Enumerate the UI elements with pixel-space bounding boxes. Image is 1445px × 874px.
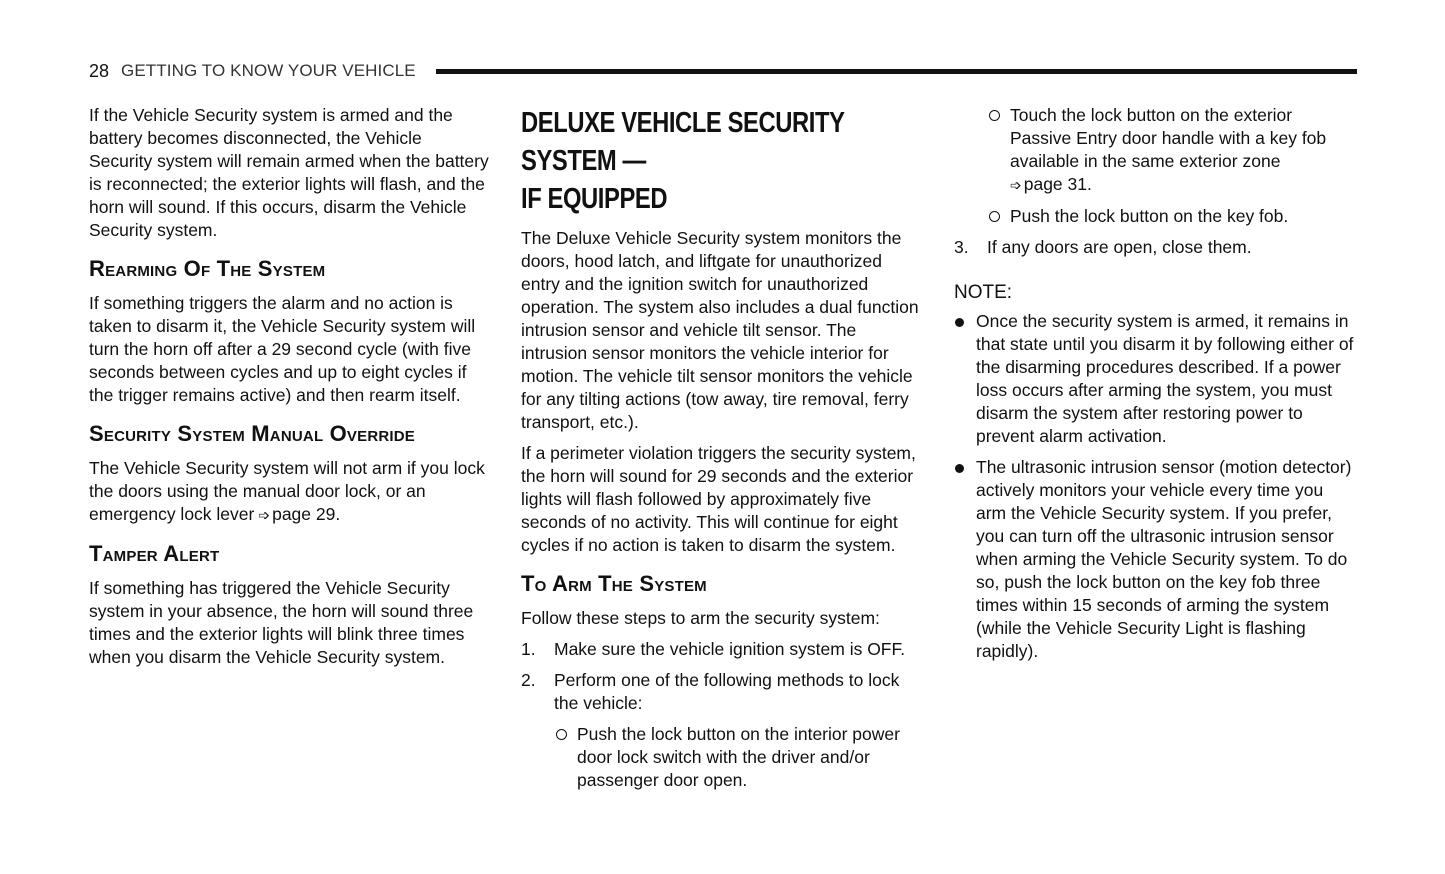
column-left (89, 104, 489, 677)
page-number: 28 (89, 60, 110, 81)
sub-item-body: Touch the lock button on the exterior Passive Entry door handle with a key fob available in the same exterior zone (1010, 105, 1327, 171)
step-number: 3. (954, 237, 969, 257)
column-right (954, 104, 1358, 671)
tamper-heading: Tamper Alert (89, 541, 220, 566)
page-header (89, 58, 1357, 84)
step-text: If any doors are open, close them. (987, 237, 1252, 257)
list-item (954, 456, 1358, 663)
list-item (954, 236, 1358, 259)
arm-heading: To Arm The System (521, 571, 707, 596)
header-rule (436, 69, 1357, 74)
step-text: Perform one of the following methods to lock the vehicle: (554, 670, 900, 713)
circle-bullet-icon (988, 205, 1010, 228)
circle-bullet-icon (555, 723, 577, 792)
tamper-paragraph: If something has triggered the Vehicle Security system in your absence, the horn will sound three times and the exterior lights will blink three times when you disarm the Vehicle Security system. (89, 578, 474, 667)
bullet-text: Once the security system is armed, it remains in that state until you disarm it by following either of the disarming procedures described. If a power loss occurs after arming the system, you must disarm the system after restoring power to prevent alarm activation. (976, 311, 1354, 446)
sub-list-item (988, 205, 1358, 228)
rearming-heading: Rearming Of The System (89, 256, 326, 281)
sub-item-text: Push the lock button on the interior power door lock switch with the driver and/or passenger door open. (577, 724, 900, 790)
bullet-icon (954, 456, 976, 663)
bullet-text: The ultrasonic intrusion sensor (motion detector) actively monitors your vehicle every time you arm the Vehicle Security system. If you prefer, you can turn off the ultrasonic intrusion sensor when arming the Vehicle Security system. To do so, push the lock button on the key fob three times within 15 seconds of arming the system (while the Vehicle Security Light is flashing rapidly). (976, 457, 1352, 661)
intro-paragraph: If the Vehicle Security system is armed and the battery becomes disconnected, the Vehicle Security system will remain armed when the battery is reconnected; the exterior lights will flash, and the horn will sound. If this occurs, disarm the Vehicle Security system. (89, 105, 489, 240)
section-title: GETTING TO KNOW YOUR VEHICLE (121, 61, 416, 80)
page-ref-arrow-icon: ➩ (1010, 177, 1022, 193)
deluxe-title-line2: IF EQUIPPED (521, 183, 668, 215)
bullet-icon (954, 310, 976, 448)
column-middle (521, 104, 925, 800)
note-label: NOTE: (954, 282, 1013, 303)
override-page-link[interactable]: page 29. (272, 504, 341, 524)
rearming-paragraph: If something triggers the alarm and no action is taken to disarm it, the Vehicle Security system will turn the horn off after a 29 second cycle (with five seconds between cycles and up to eight cycles if the trigger remains active) and then rearm itself. (89, 293, 476, 405)
sub2-page-link[interactable]: page 31. (1023, 174, 1092, 194)
step-number: 2. (521, 670, 536, 690)
step-text: Make sure the vehicle ignition system is OFF. (554, 639, 906, 659)
override-text: The Vehicle Security system will not arm if you lock the doors using the manual door lock, or an emergency lock lever (89, 458, 485, 524)
circle-bullet-icon (988, 104, 1010, 197)
step-number: 1. (521, 639, 536, 659)
sub-list-item (555, 723, 925, 792)
deluxe-paragraph-2: If a perimeter violation triggers the security system, the horn will sound for 29 seconds and the exterior lights will flash followed by approximately five seconds of no activity. This will continue for eight cycles if no action is taken to disarm the system. (521, 443, 916, 555)
sub-list-item (988, 104, 1358, 197)
sub-item-text (1010, 104, 1358, 197)
sub-item-text: Push the lock button on the key fob. (1010, 206, 1289, 226)
override-paragraph (89, 457, 489, 527)
deluxe-title-line1: DELUXE VEHICLE SECURITY SYSTEM — (521, 107, 845, 177)
list-item (521, 669, 925, 715)
page-ref-arrow-icon: ➩ (258, 507, 271, 523)
override-heading: Security System Manual Override (89, 421, 416, 446)
deluxe-title (521, 104, 931, 218)
deluxe-paragraph-1: The Deluxe Vehicle Security system monitors the doors, hood latch, and liftgate for unauthorized entry and the ignition switch for unauthorized operation. The system also includes a dual function intrusion sensor and vehicle tilt sensor. The intrusion sensor monitors the vehicle interior for motion. The vehicle tilt sensor monitors the vehicle for any tilting actions (tow away, tire removal, ferry transport, etc.). (521, 228, 919, 432)
list-item (521, 638, 925, 661)
arm-intro: Follow these steps to arm the security system: (521, 608, 880, 628)
list-item (954, 310, 1358, 448)
